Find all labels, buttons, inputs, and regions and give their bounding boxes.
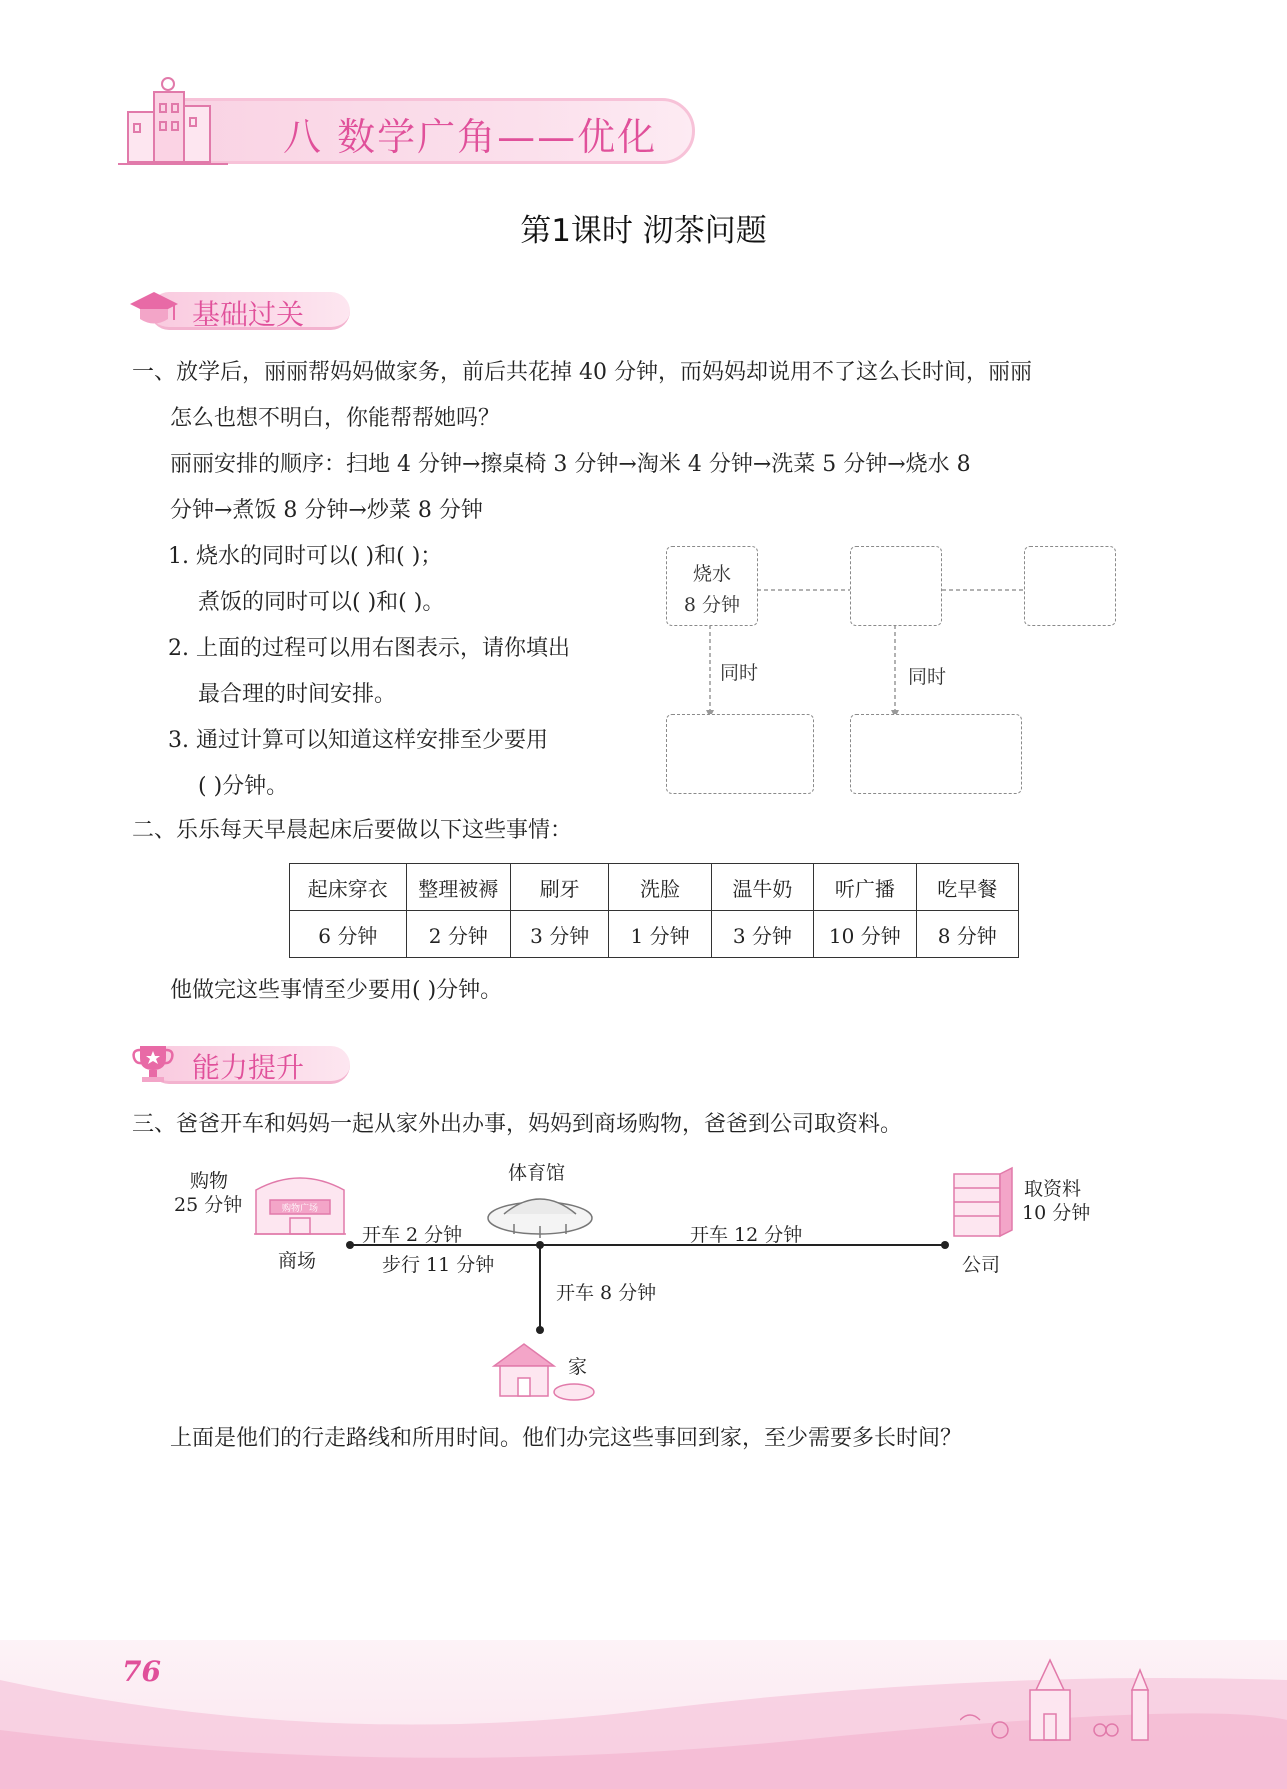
q3-intro: 三、爸爸开车和妈妈一起从家外出办事，妈妈到商场购物，爸爸到公司取资料。 [132, 1112, 903, 1137]
table-cell: 10 分钟 [814, 911, 916, 958]
castle-decoration-icon [960, 1650, 1190, 1750]
table-cell: 3 分钟 [711, 911, 813, 958]
table-header-cell: 起床穿衣 [290, 864, 407, 911]
shopping-label: 购物 [190, 1170, 229, 1192]
table-header-cell: 吃早餐 [916, 864, 1018, 911]
shopping-time: 25 分钟 [174, 1194, 243, 1216]
trophy-icon [130, 1040, 176, 1086]
table-row [290, 911, 1019, 958]
section-label-basic: 基础过关 [192, 298, 305, 331]
q1-sub1b: 煮饭的同时可以( )和( )。 [198, 590, 445, 615]
table-cell: 3 分钟 [511, 911, 609, 958]
chores-table [289, 863, 1019, 958]
home-label: 家 [568, 1356, 588, 1378]
table-row [290, 864, 1019, 911]
q1-line1: 一、放学后，丽丽帮妈妈做家务，前后共花掉 40 分钟，而妈妈却说用不了这么长时间，丽丽 [132, 360, 1032, 385]
q1-sub1a: 1. 烧水的同时可以( )和( )； [168, 544, 443, 569]
flow-answer-box-2[interactable] [850, 546, 942, 626]
city-buildings-icon [108, 72, 248, 177]
q1-sub2b: 最合理的时间安排。 [198, 682, 397, 707]
walk-11-label: 步行 11 分钟 [382, 1254, 495, 1276]
drive-8-label: 开车 8 分钟 [556, 1282, 657, 1304]
flow-box-boil-time: 8 分钟 [683, 594, 741, 616]
q1-sub3b: ( )分钟。 [198, 774, 289, 799]
same-time-label-1: 同时 [720, 662, 759, 684]
q3-question: 上面是他们的行走路线和所用时间。他们办完这些事回到家，至少需要多长时间？ [170, 1426, 963, 1451]
company-label: 公司 [962, 1254, 1001, 1276]
graduation-cap-icon [128, 286, 180, 330]
company-building-icon [948, 1164, 1018, 1242]
q1-line2: 怎么也想不明白，你能帮帮她吗？ [170, 406, 501, 431]
mall-building-icon [250, 1160, 350, 1240]
flow-answer-box-3[interactable] [1024, 546, 1116, 626]
mall-label: 商场 [278, 1250, 317, 1272]
chapter-title: 八 数学广角——优化 [283, 115, 658, 159]
flow-box-boil-water [666, 546, 758, 626]
fetch-docs-label: 取资料 [1024, 1178, 1082, 1200]
table-cell: 6 分钟 [290, 911, 407, 958]
q1-line3: 丽丽安排的顺序：扫地 4 分钟→擦桌椅 3 分钟→淘米 4 分钟→洗菜 5 分钟→烧水 8 [170, 452, 971, 477]
table-header-cell: 听广播 [814, 864, 916, 911]
flow-answer-box-5[interactable] [850, 714, 1022, 794]
fetch-docs-time: 10 分钟 [1022, 1202, 1091, 1224]
table-header-cell: 洗脸 [609, 864, 711, 911]
drive-12-label: 开车 12 分钟 [690, 1224, 803, 1246]
flow-box-boil-label: 烧水 [692, 563, 731, 585]
lesson-title: 第1课时 沏茶问题 [520, 213, 767, 249]
page-number: 76 [122, 1655, 161, 1688]
table-header-cell: 刷牙 [511, 864, 609, 911]
table-header-cell: 整理被褥 [406, 864, 510, 911]
q1-sub3a: 3. 通过计算可以知道这样安排至少要用 [168, 728, 548, 753]
table-cell: 8 分钟 [916, 911, 1018, 958]
mall-sign: 购物广场 [281, 1204, 319, 1214]
drive-2-label: 开车 2 分钟 [362, 1224, 463, 1246]
q2-intro: 二、乐乐每天早晨起床后要做以下这些事情： [132, 818, 573, 843]
same-time-label-2: 同时 [908, 666, 947, 688]
section-label-advanced: 能力提升 [192, 1051, 305, 1084]
table-header-cell: 温牛奶 [711, 864, 813, 911]
q1-sub2a: 2. 上面的过程可以用右图表示，请你填出 [168, 636, 570, 661]
q2-question: 他做完这些事情至少要用( )分钟。 [170, 978, 503, 1003]
table-cell: 1 分钟 [609, 911, 711, 958]
flow-answer-box-4[interactable] [666, 714, 814, 794]
stadium-label: 体育馆 [508, 1162, 566, 1184]
stadium-icon [484, 1184, 596, 1240]
q1-line4: 分钟→煮饭 8 分钟→炒菜 8 分钟 [170, 498, 483, 523]
table-cell: 2 分钟 [406, 911, 510, 958]
